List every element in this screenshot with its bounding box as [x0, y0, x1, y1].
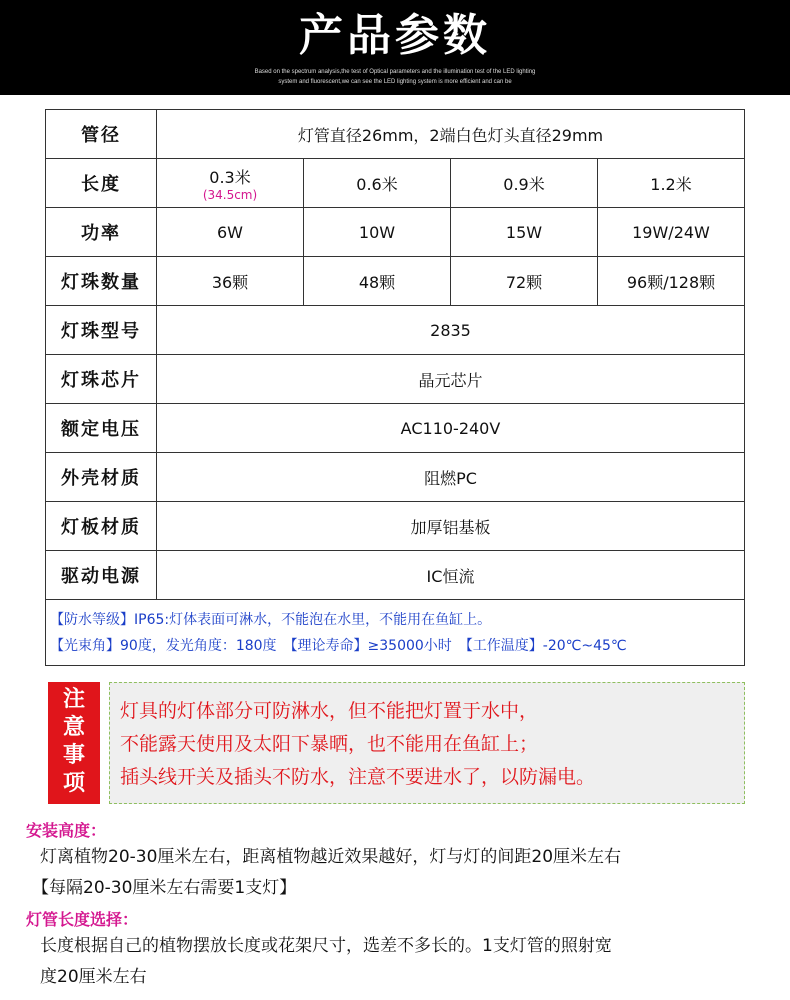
value-bead-count-1: 36颗: [157, 257, 304, 306]
row-notes: [46, 600, 745, 666]
value-power-1: 6W: [157, 208, 304, 257]
value-power-2: 10W: [304, 208, 451, 257]
warning-tag-char: 意: [62, 715, 85, 740]
value-shell: 阻燃PC: [157, 453, 745, 502]
value-length-3: 0.9米: [451, 159, 598, 208]
row-tube-diameter: [46, 110, 745, 159]
value-length-2: 0.6米: [304, 159, 451, 208]
length-choice-line1: 长度根据自己的植物摆放长度或花架尺寸，选差不多长的。1支灯管的照射宽: [40, 936, 612, 956]
warning-tag-char: 事: [62, 743, 85, 768]
label-length: 长度: [46, 159, 157, 208]
label-shell: 外壳材质: [46, 453, 157, 502]
length-choice-heading: 灯管长度选择：: [26, 910, 139, 929]
row-bead-model: [46, 306, 745, 355]
value-voltage: AC110-240V: [157, 404, 745, 453]
value-driver: IC恒流: [157, 551, 745, 600]
value-bead-count-3: 72颗: [451, 257, 598, 306]
value-power-4: 19W/24W: [598, 208, 745, 257]
row-length: [46, 159, 745, 208]
label-bead-model: 灯珠型号: [46, 306, 157, 355]
label-board: 灯板材质: [46, 502, 157, 551]
label-tube-diameter: 管径: [46, 110, 157, 159]
value-bead-chip: 晶元芯片: [157, 355, 745, 404]
label-voltage: 额定电压: [46, 404, 157, 453]
spec-table: [45, 109, 745, 666]
value-board: 加厚铝基板: [157, 502, 745, 551]
notes-line2: 【光束角】90度，发光角度：180度 【理论寿命】≥35000小时 【工作温度】-20℃~45℃: [50, 637, 627, 654]
row-board: [46, 502, 745, 551]
length-1-text: 0.3米: [209, 167, 251, 187]
row-voltage: [46, 404, 745, 453]
page-title: 产品参数: [299, 10, 491, 61]
spec-notes: [46, 600, 745, 666]
warning-tag-char: 项: [62, 771, 85, 796]
warning-tag: [48, 682, 100, 804]
install-height-text: [32, 842, 762, 904]
header-banner: [0, 0, 790, 95]
label-driver: 驱动电源: [46, 551, 157, 600]
label-bead-chip: 灯珠芯片: [46, 355, 157, 404]
warning-line: 插头线开关及插头不防水，注意不要进水了，以防漏电。: [120, 766, 596, 788]
warning-line: 灯具的灯体部分可防淋水，但不能把灯置于水中，: [120, 700, 539, 722]
value-length-4: 1.2米: [598, 159, 745, 208]
install-height-line2: 【每隔20-30厘米左右需要1支灯】: [32, 878, 297, 898]
install-height-line1: 灯离植物20-30厘米左右，距离植物越近效果越好，灯与灯的间距20厘米左右: [40, 847, 622, 867]
value-bead-model: 2835: [157, 306, 745, 355]
value-length-1: [157, 159, 304, 208]
install-height-heading: 安装高度：: [26, 821, 107, 840]
row-driver: [46, 551, 745, 600]
label-power: 功率: [46, 208, 157, 257]
row-shell: [46, 453, 745, 502]
value-bead-count-2: 48颗: [304, 257, 451, 306]
warning-line: 不能露天使用及太阳下暴晒，也不能用在鱼缸上；: [120, 733, 539, 755]
length-choice-text: [32, 931, 762, 993]
header-subtitle-line1: Based on the spectrum analysis,the test of Optical parameters and the illumination test of the LED lighting: [254, 69, 536, 75]
warning-box: [109, 682, 745, 804]
row-power: [46, 208, 745, 257]
warning-tag-char: 注: [62, 687, 85, 712]
warning-section: [45, 682, 745, 804]
header-subtitle-line2: system and fluorescent,we can see the LED lighting system is more efficient and can be: [278, 79, 512, 85]
notes-line1: 【防水等级】IP65:灯体表面可淋水，不能泡在水里，不能用在鱼缸上。: [50, 611, 492, 628]
row-bead-count: [46, 257, 745, 306]
value-power-3: 15W: [451, 208, 598, 257]
label-bead-count: 灯珠数量: [46, 257, 157, 306]
value-bead-count-4: 96颗/128颗: [598, 257, 745, 306]
length-1-note: (34.5cm): [202, 187, 258, 202]
length-choice-line2: 度20厘米左右: [40, 967, 147, 987]
value-tube-diameter: 灯管直径26mm，2端白色灯头直径29mm: [157, 110, 745, 159]
row-bead-chip: [46, 355, 745, 404]
